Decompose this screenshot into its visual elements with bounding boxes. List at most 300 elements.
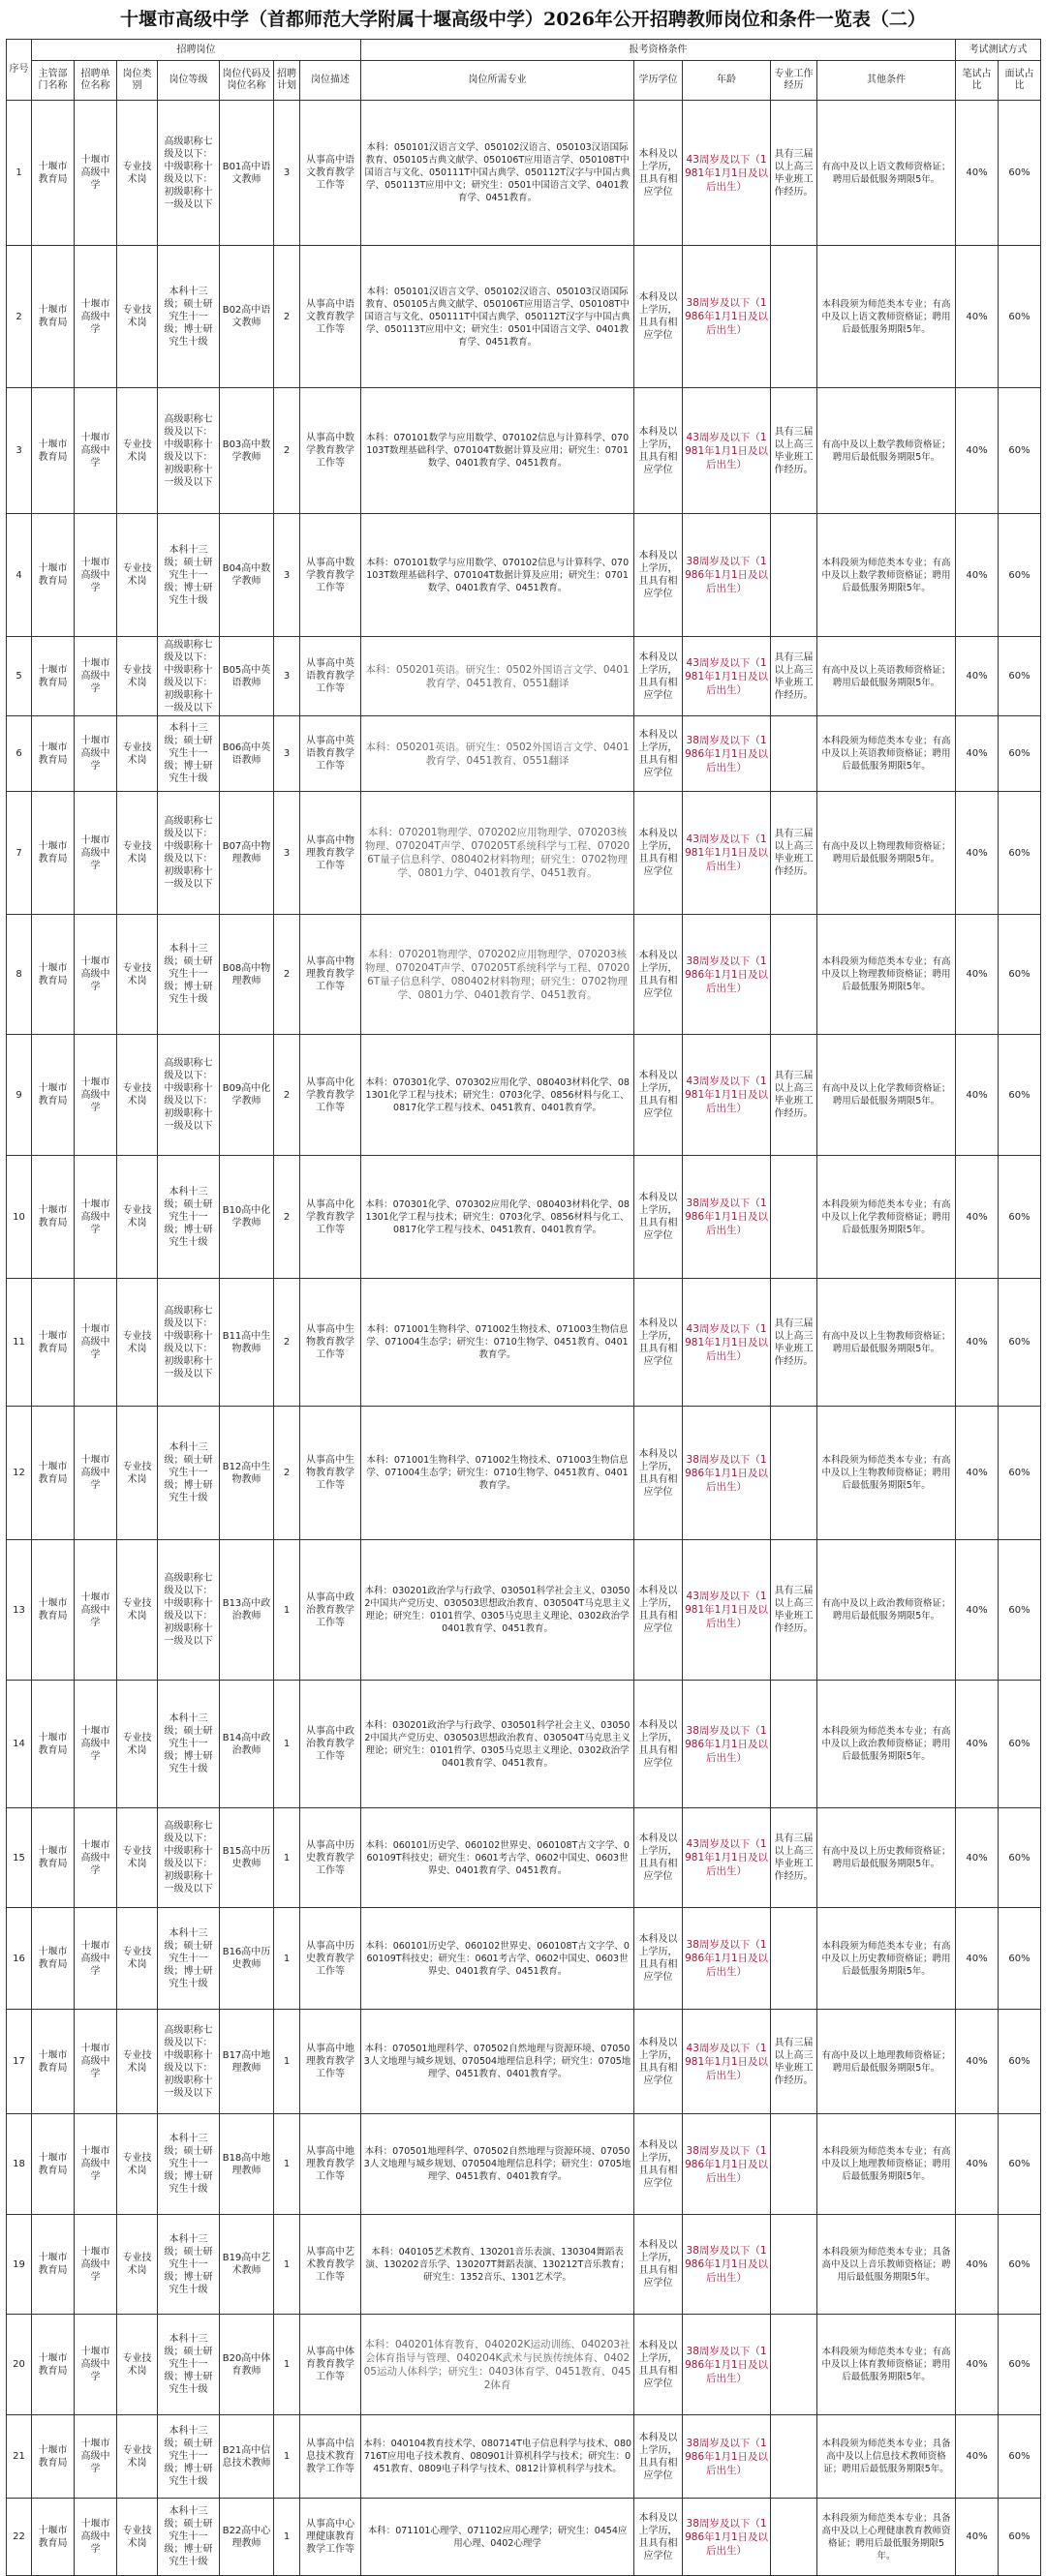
cell-written: 40% xyxy=(956,2215,999,2315)
cell-age: 43周岁及以下（1981年1月1日及以后出生） xyxy=(683,637,771,716)
cell-category: 专业技术岗 xyxy=(117,1035,158,1156)
cell-edu: 本科及以上学历，且具有相应学位 xyxy=(634,514,683,637)
cell-count: 2 xyxy=(274,388,300,514)
cell-category: 专业技术岗 xyxy=(117,1808,158,1908)
table-row xyxy=(7,1156,1041,1279)
cell-interview: 60% xyxy=(999,514,1041,637)
cell-category: 专业技术岗 xyxy=(117,101,158,246)
cell-code: B14高中政治教师 xyxy=(220,1681,274,1808)
cell-major: 本科：040105艺术教育、130201音乐表演、130304舞蹈表演、130202音乐学、130207T舞蹈表演、130212T音乐教育；研究生：1352音乐、1301艺术学。 xyxy=(361,2215,634,2315)
cell-written: 40% xyxy=(956,1035,999,1156)
cell-major: 本科：070301化学、070302应用化学、080403材料化学、081301化学工程与技术；研究生：0703化学、0856材料与化工、0817化学工程与技术、0451教育、0401教育学。 xyxy=(361,1156,634,1279)
cell-dept: 十堰市教育局 xyxy=(32,1407,75,1540)
cell-age: 38周岁及以下（1986年1月1日及以后出生） xyxy=(683,1908,771,2010)
cell-unit: 十堰市高级中学 xyxy=(75,716,117,792)
cell-age: 43周岁及以下（1981年1月1日及以后出生） xyxy=(683,1540,771,1681)
cell-level: 本科十三级；硕士研究生十一级；博士研究生十级 xyxy=(158,915,220,1035)
cell-major: 本科：070101数学与应用数学、070102信息与计算科学、070103T数理基础科学、070104T数据计算及应用；研究生：0701数学、0401教育学、0451教育。 xyxy=(361,514,634,637)
cell-interview: 60% xyxy=(999,637,1041,716)
cell-interview: 60% xyxy=(999,1540,1041,1681)
cell-seq: 8 xyxy=(7,915,32,1035)
cell-edu: 本科及以上学历，且具有相应学位 xyxy=(634,915,683,1035)
header-group-conditions: 报考资格条件 xyxy=(361,40,956,61)
cell-exp xyxy=(771,2499,817,2576)
cell-count: 1 xyxy=(274,2315,300,2415)
cell-level: 本科十三级；硕士研究生十一级；博士研究生十级 xyxy=(158,2415,220,2499)
cell-count: 1 xyxy=(274,2415,300,2499)
cell-written: 40% xyxy=(956,514,999,637)
cell-count: 2 xyxy=(274,246,300,388)
cell-desc: 从事高中心理健康教育教学工作等 xyxy=(300,2499,361,2576)
cell-level: 本科十三级；硕士研究生十一级；博士研究生十级 xyxy=(158,1681,220,1808)
table-row xyxy=(7,1407,1041,1540)
cell-desc: 从事高中英语教育教学工作等 xyxy=(300,716,361,792)
cell-dept: 十堰市教育局 xyxy=(32,792,75,915)
cell-written: 40% xyxy=(956,246,999,388)
cell-category: 专业技术岗 xyxy=(117,246,158,388)
cell-desc: 从事高中语文教育教学工作等 xyxy=(300,101,361,246)
cell-exp xyxy=(771,1156,817,1279)
cell-major: 本科：070301化学、070302应用化学、080403材料化学、081301化学工程与技术；研究生：0703化学、0856材料与化工、0817化学工程与技术、0451教育、0401教育学。 xyxy=(361,1035,634,1156)
cell-edu: 本科及以上学历，且具有相应学位 xyxy=(634,792,683,915)
cell-written: 40% xyxy=(956,1540,999,1681)
cell-age: 43周岁及以下（1981年1月1日及以后出生） xyxy=(683,792,771,915)
cell-level: 本科十三级；硕士研究生十一级；博士研究生十级 xyxy=(158,514,220,637)
cell-dept: 十堰市教育局 xyxy=(32,1540,75,1681)
cell-code: B12高中生物教师 xyxy=(220,1407,274,1540)
header-desc: 岗位描述 xyxy=(300,61,361,101)
cell-exp: 具有三届以上高三毕业班工作经历。 xyxy=(771,1808,817,1908)
cell-level: 本科十三级；硕士研究生十一级；博士研究生十级 xyxy=(158,2114,220,2215)
cell-count: 2 xyxy=(274,1407,300,1540)
cell-count: 3 xyxy=(274,514,300,637)
cell-dept: 十堰市教育局 xyxy=(32,2415,75,2499)
table-row xyxy=(7,2499,1041,2576)
cell-major: 本科：040104教育技术学、080714T电子信息科学与技术、080716T应用电子技术教育、080901计算机科学与技术；研究生：0451教育、0809电子科学与技术、0812计算机科学与技术。 xyxy=(361,2415,634,2499)
cell-code: B19高中艺术教师 xyxy=(220,2215,274,2315)
cell-desc: 从事高中化学教育教学工作等 xyxy=(300,1156,361,1279)
cell-edu: 本科及以上学历，且具有相应学位 xyxy=(634,2010,683,2114)
header-written: 笔试占比 xyxy=(956,61,999,101)
table-row xyxy=(7,1035,1041,1156)
cell-level: 本科十三级；硕士研究生十一级；博士研究生十级 xyxy=(158,2215,220,2315)
cell-code: B06高中英语教师 xyxy=(220,716,274,792)
cell-count: 1 xyxy=(274,2499,300,2576)
cell-desc: 从事高中艺术教育教学工作等 xyxy=(300,2215,361,2315)
cell-other: 本科段须为师范类本专业；有高中及以上政治教师资格证；聘用后最低服务期限5年。 xyxy=(817,1681,956,1808)
cell-desc: 从事高中语文教育教学工作等 xyxy=(300,246,361,388)
cell-edu: 本科及以上学历，且具有相应学位 xyxy=(634,2499,683,2576)
cell-interview: 60% xyxy=(999,1908,1041,2010)
cell-written: 40% xyxy=(956,1808,999,1908)
cell-count: 3 xyxy=(274,792,300,915)
cell-seq: 4 xyxy=(7,514,32,637)
cell-written: 40% xyxy=(956,2010,999,2114)
cell-major: 本科：050101汉语言文学、050102汉语言、050103汉语国际教育、050105古典文献学、050106T应用语言学、050108T中国语言与文化、050111T中国古典学、050112T汉字与中国古典学、050113T应用中文；研究生：0501中国语言文学、0401教育学、0451教育。 xyxy=(361,101,634,246)
cell-edu: 本科及以上学历，且具有相应学位 xyxy=(634,1035,683,1156)
cell-seq: 18 xyxy=(7,2114,32,2215)
header-major: 岗位所需专业 xyxy=(361,61,634,101)
table-row xyxy=(7,915,1041,1035)
table-row xyxy=(7,2315,1041,2415)
cell-age: 38周岁及以下（1986年1月1日及以后出生） xyxy=(683,716,771,792)
cell-edu: 本科及以上学历，且具有相应学位 xyxy=(634,1156,683,1279)
table-row xyxy=(7,514,1041,637)
cell-desc: 从事高中物理教育教学工作等 xyxy=(300,792,361,915)
cell-unit: 十堰市高级中学 xyxy=(75,1407,117,1540)
cell-other: 本科段须为师范类本专业；有高中及以上体育教师资格证；聘用后最低服务期限5年。 xyxy=(817,2315,956,2415)
cell-seq: 22 xyxy=(7,2499,32,2576)
cell-code: B13高中政治教师 xyxy=(220,1540,274,1681)
cell-level: 本科十三级；硕士研究生十一级；博士研究生十级 xyxy=(158,2499,220,2576)
cell-age: 38周岁及以下（1986年1月1日及以后出生） xyxy=(683,1407,771,1540)
cell-written: 40% xyxy=(956,716,999,792)
cell-age: 43周岁及以下（1981年1月1日及以后出生） xyxy=(683,388,771,514)
cell-unit: 十堰市高级中学 xyxy=(75,388,117,514)
cell-dept: 十堰市教育局 xyxy=(32,1908,75,2010)
header-other: 其他条件 xyxy=(817,61,956,101)
table-row xyxy=(7,1540,1041,1681)
cell-code: B17高中地理教师 xyxy=(220,2010,274,2114)
table-body xyxy=(7,101,1041,2576)
cell-desc: 从事高中地理教育教学工作等 xyxy=(300,2010,361,2114)
cell-count: 1 xyxy=(274,2010,300,2114)
cell-exp: 具有三届以上高三毕业班工作经历。 xyxy=(771,637,817,716)
cell-age: 43周岁及以下（1981年1月1日及以后出生） xyxy=(683,101,771,246)
cell-edu: 本科及以上学历，且具有相应学位 xyxy=(634,388,683,514)
cell-age: 38周岁及以下（1986年1月1日及以后出生） xyxy=(683,2215,771,2315)
table-row xyxy=(7,792,1041,915)
table-row xyxy=(7,2010,1041,2114)
cell-seq: 13 xyxy=(7,1540,32,1681)
cell-written: 40% xyxy=(956,792,999,915)
cell-unit: 十堰市高级中学 xyxy=(75,2215,117,2315)
cell-code: B07高中物理教师 xyxy=(220,792,274,915)
cell-other: 有高中及以上历史教师资格证；聘用后最低服务期限5年。 xyxy=(817,1808,956,1908)
cell-unit: 十堰市高级中学 xyxy=(75,792,117,915)
cell-major: 本科：071101心理学、071102应用心理学；研究生：0454应用心理、0402心理学 xyxy=(361,2499,634,2576)
cell-written: 40% xyxy=(956,1681,999,1808)
cell-other: 本科段须为师范类本专业；有高中及以上数学教师资格证；聘用后最低服务期限5年。 xyxy=(817,514,956,637)
cell-level: 高级职称七级及以下：中级职称十级及以下：初级职称十一级及以下 xyxy=(158,1035,220,1156)
cell-written: 40% xyxy=(956,2114,999,2215)
cell-seq: 21 xyxy=(7,2415,32,2499)
header-interview: 面试占比 xyxy=(999,61,1041,101)
cell-edu: 本科及以上学历，且具有相应学位 xyxy=(634,1279,683,1407)
table-row xyxy=(7,716,1041,792)
cell-interview: 60% xyxy=(999,2114,1041,2215)
cell-age: 38周岁及以下（1986年1月1日及以后出生） xyxy=(683,2415,771,2499)
cell-interview: 60% xyxy=(999,792,1041,915)
cell-code: B01高中语文教师 xyxy=(220,101,274,246)
cell-exp: 具有三届以上高三毕业班工作经历。 xyxy=(771,2010,817,2114)
cell-category: 专业技术岗 xyxy=(117,1407,158,1540)
cell-other: 本科段须为师范类本专业；有高中及以上地理教师资格证；聘用后最低服务期限5年。 xyxy=(817,2114,956,2215)
cell-count: 1 xyxy=(274,2114,300,2215)
cell-written: 40% xyxy=(956,1908,999,2010)
cell-edu: 本科及以上学历，且具有相应学位 xyxy=(634,2215,683,2315)
cell-edu: 本科及以上学历，且具有相应学位 xyxy=(634,1908,683,2010)
cell-desc: 从事高中政治教育教学工作等 xyxy=(300,1681,361,1808)
table-row xyxy=(7,2114,1041,2215)
cell-written: 40% xyxy=(956,388,999,514)
header-age: 年龄 xyxy=(683,61,771,101)
cell-age: 38周岁及以下（1986年1月1日及以后出生） xyxy=(683,246,771,388)
table-row xyxy=(7,1908,1041,2010)
cell-code: B16高中历史教师 xyxy=(220,1908,274,2010)
cell-edu: 本科及以上学历，且具有相应学位 xyxy=(634,2114,683,2215)
cell-interview: 60% xyxy=(999,1407,1041,1540)
cell-unit: 十堰市高级中学 xyxy=(75,915,117,1035)
cell-other: 本科段须为师范类本专业；有高中及以上物理教师资格证；聘用后最低服务期限5年。 xyxy=(817,915,956,1035)
cell-major: 本科：060101历史学、060102世界史、060108T古文字学、060109T科技史；研究生：0601考古学、0602中国史、0603世界史、0401教育学、0451教育。 xyxy=(361,1908,634,2010)
cell-code: B02高中语文教师 xyxy=(220,246,274,388)
cell-major: 本科：070501地理科学、070502自然地理与资源环境、070503人文地理与城乡规划、070504地理信息科学；研究生：0705地理学、0451教育、0401教育学。 xyxy=(361,2114,634,2215)
cell-major: 本科：070201物理学、070202应用物理学、070203核物理、070204T声学、070205T系统科学与工程、070206T量子信息科学、080402材料物理；研究生：0702物理学、0801力学、0401教育学、0451教育。 xyxy=(361,792,634,915)
cell-unit: 十堰市高级中学 xyxy=(75,2010,117,2114)
cell-other: 本科段须为师范类本专业；有高中及以上英语教师资格证；聘用后最低服务期限5年。 xyxy=(817,716,956,792)
cell-interview: 60% xyxy=(999,915,1041,1035)
header-dept: 主管部门名称 xyxy=(32,61,75,101)
cell-major: 本科：030201政治学与行政学、030501科学社会主义、030502中国共产党历史、030503思想政治教育、030504T马克思主义理论；研究生：0101哲学、0305马克思主义理论、0302政治学0401教育学、0451教育。 xyxy=(361,1681,634,1808)
cell-unit: 十堰市高级中学 xyxy=(75,2415,117,2499)
cell-age: 38周岁及以下（1986年1月1日及以后出生） xyxy=(683,2114,771,2215)
cell-interview: 60% xyxy=(999,101,1041,246)
cell-desc: 从事高中历史教育教学工作等 xyxy=(300,1808,361,1908)
cell-exp xyxy=(771,1681,817,1808)
cell-other: 有高中及以上语文教师资格证；聘用后最低服务期限5年。 xyxy=(817,101,956,246)
cell-dept: 十堰市教育局 xyxy=(32,2215,75,2315)
cell-desc: 从事高中生物教育教学工作等 xyxy=(300,1279,361,1407)
cell-count: 2 xyxy=(274,915,300,1035)
cell-edu: 本科及以上学历，且具有相应学位 xyxy=(634,101,683,246)
header-unit: 招聘单位名称 xyxy=(75,61,117,101)
cell-age: 38周岁及以下（1986年1月1日及以后出生） xyxy=(683,1156,771,1279)
cell-dept: 十堰市教育局 xyxy=(32,1808,75,1908)
table-row xyxy=(7,2215,1041,2315)
cell-seq: 14 xyxy=(7,1681,32,1808)
cell-age: 43周岁及以下（1981年1月1日及以后出生） xyxy=(683,1279,771,1407)
cell-seq: 7 xyxy=(7,792,32,915)
cell-seq: 3 xyxy=(7,388,32,514)
cell-category: 专业技术岗 xyxy=(117,1540,158,1681)
cell-other: 有高中及以上地理教师资格证；聘用后最低服务期限5年。 xyxy=(817,2010,956,2114)
cell-level: 高级职称七级及以下：中级职称十级及以下：初级职称十一级及以下 xyxy=(158,1540,220,1681)
cell-major: 本科：060101历史学、060102世界史、060108T古文字学、060109T科技史；研究生：0601考古学、0602中国史、0603世界史、0401教育学、0451教育。 xyxy=(361,1808,634,1908)
cell-level: 高级职称七级及以下：中级职称十级及以下：初级职称十一级及以下 xyxy=(158,637,220,716)
cell-other: 本科段须为师范类本专业；有高中及以上历史教师资格证；聘用后最低服务期限5年。 xyxy=(817,1908,956,2010)
cell-edu: 本科及以上学历，且具有相应学位 xyxy=(634,246,683,388)
cell-category: 专业技术岗 xyxy=(117,1681,158,1808)
header-group-exam: 考试测试方式 xyxy=(956,40,1041,61)
cell-interview: 60% xyxy=(999,388,1041,514)
cell-exp xyxy=(771,2215,817,2315)
cell-interview: 60% xyxy=(999,2315,1041,2415)
cell-category: 专业技术岗 xyxy=(117,388,158,514)
cell-written: 40% xyxy=(956,1156,999,1279)
cell-interview: 60% xyxy=(999,1681,1041,1808)
table-row xyxy=(7,1681,1041,1808)
cell-interview: 60% xyxy=(999,1156,1041,1279)
cell-interview: 60% xyxy=(999,2215,1041,2315)
cell-level: 高级职称七级及以下：中级职称十级及以下：初级职称十一级及以下 xyxy=(158,1808,220,1908)
cell-seq: 15 xyxy=(7,1808,32,1908)
cell-dept: 十堰市教育局 xyxy=(32,1681,75,1808)
cell-written: 40% xyxy=(956,1407,999,1540)
cell-dept: 十堰市教育局 xyxy=(32,637,75,716)
cell-other: 本科段须为师范类本专业；有高中及以上语文教师资格证；聘用后最低服务期限5年。 xyxy=(817,246,956,388)
cell-category: 专业技术岗 xyxy=(117,2215,158,2315)
cell-level: 本科十三级；硕士研究生十一级；博士研究生十级 xyxy=(158,1407,220,1540)
cell-seq: 10 xyxy=(7,1156,32,1279)
cell-category: 专业技术岗 xyxy=(117,2010,158,2114)
cell-category: 专业技术岗 xyxy=(117,2315,158,2415)
cell-seq: 1 xyxy=(7,101,32,246)
cell-desc: 从事高中生物教育教学工作等 xyxy=(300,1407,361,1540)
cell-level: 高级职称七级及以下：中级职称十级及以下：初级职称十一级及以下 xyxy=(158,1279,220,1407)
cell-level: 高级职称七级及以下：中级职称十级及以下：初级职称十一级及以下 xyxy=(158,2010,220,2114)
cell-age: 38周岁及以下（1986年1月1日及以后出生） xyxy=(683,2499,771,2576)
cell-level: 高级职称七级及以下：中级职称十级及以下：初级职称十一级及以下 xyxy=(158,388,220,514)
table-row xyxy=(7,246,1041,388)
cell-unit: 十堰市高级中学 xyxy=(75,1156,117,1279)
cell-exp xyxy=(771,2315,817,2415)
cell-seq: 5 xyxy=(7,637,32,716)
cell-count: 3 xyxy=(274,101,300,246)
cell-desc: 从事高中信息技术教育教学工作等 xyxy=(300,2415,361,2499)
cell-interview: 60% xyxy=(999,2499,1041,2576)
cell-edu: 本科及以上学历，且具有相应学位 xyxy=(634,2315,683,2415)
cell-desc: 从事高中物理教育教学工作等 xyxy=(300,915,361,1035)
cell-dept: 十堰市教育局 xyxy=(32,1156,75,1279)
cell-major: 本科：050201英语。研究生：0502外国语言文学、0401教育学、0451教育、0551翻译 xyxy=(361,716,634,792)
cell-unit: 十堰市高级中学 xyxy=(75,1035,117,1156)
cell-dept: 十堰市教育局 xyxy=(32,2114,75,2215)
header-exp: 专业工作经历 xyxy=(771,61,817,101)
cell-other: 本科段须为师范类本专业；具备高中及以上心理健康教育教师资格证；聘用后最低服务期限5年。 xyxy=(817,2499,956,2576)
cell-code: B04高中数学教师 xyxy=(220,514,274,637)
cell-count: 1 xyxy=(274,2215,300,2315)
table-row xyxy=(7,2415,1041,2499)
cell-seq: 2 xyxy=(7,246,32,388)
cell-written: 40% xyxy=(956,915,999,1035)
cell-other: 有高中及以上英语教师资格证；聘用后最低服务期限5年。 xyxy=(817,637,956,716)
cell-major: 本科：050101汉语言文学、050102汉语言、050103汉语国际教育、050105古典文献学、050106T应用语言学、050108T中国语言与文化、050111T中国古典学、050112T汉字与中国古典学、050113T应用中文；研究生：0501中国语言文学、0401教育学、0451教育。 xyxy=(361,246,634,388)
cell-category: 专业技术岗 xyxy=(117,637,158,716)
table-row xyxy=(7,1808,1041,1908)
cell-written: 40% xyxy=(956,637,999,716)
cell-desc: 从事高中历史教育教学工作等 xyxy=(300,1908,361,2010)
cell-seq: 17 xyxy=(7,2010,32,2114)
table-row xyxy=(7,637,1041,716)
cell-written: 40% xyxy=(956,101,999,246)
header-category: 岗位类别 xyxy=(117,61,158,101)
document-title: 十堰市高级中学（首都师范大学附属十堰高级中学）2026年公开招聘教师岗位和条件一览表（二） xyxy=(120,9,926,30)
cell-exp xyxy=(771,915,817,1035)
cell-count: 1 xyxy=(274,1808,300,1908)
cell-other: 有高中及以上生物教师资格证；聘用后最低服务期限5年。 xyxy=(817,1279,956,1407)
header-level: 岗位等级 xyxy=(158,61,220,101)
cell-age: 43周岁及以下（1981年1月1日及以后出生） xyxy=(683,2010,771,2114)
cell-code: B10高中化学教师 xyxy=(220,1156,274,1279)
cell-age: 38周岁及以下（1986年1月1日及以后出生） xyxy=(683,915,771,1035)
cell-unit: 十堰市高级中学 xyxy=(75,1908,117,2010)
cell-unit: 十堰市高级中学 xyxy=(75,514,117,637)
cell-category: 专业技术岗 xyxy=(117,1908,158,2010)
cell-written: 40% xyxy=(956,1279,999,1407)
cell-other: 本科段须为师范类本专业；具备高中及以上信息技术教师资格证；聘用后最低服务期限5年。 xyxy=(817,2415,956,2499)
cell-written: 40% xyxy=(956,2315,999,2415)
cell-major: 本科：070101数学与应用数学、070102信息与计算科学、070103T数理基础科学、070104T数据计算及应用；研究生：0701数学、0401教育学、0451教育。 xyxy=(361,388,634,514)
cell-written: 40% xyxy=(956,2499,999,2576)
cell-code: B03高中数学教师 xyxy=(220,388,274,514)
cell-age: 38周岁及以下（1986年1月1日及以后出生） xyxy=(683,514,771,637)
cell-desc: 从事高中政治教育教学工作等 xyxy=(300,1540,361,1681)
cell-category: 专业技术岗 xyxy=(117,2415,158,2499)
cell-interview: 60% xyxy=(999,246,1041,388)
cell-exp xyxy=(771,1407,817,1540)
cell-count: 2 xyxy=(274,1035,300,1156)
cell-unit: 十堰市高级中学 xyxy=(75,246,117,388)
cell-seq: 6 xyxy=(7,716,32,792)
cell-edu: 本科及以上学历，且具有相应学位 xyxy=(634,2415,683,2499)
cell-age: 38周岁及以下（1986年1月1日及以后出生） xyxy=(683,2315,771,2415)
cell-level: 本科十三级；硕士研究生十一级；博士研究生十级 xyxy=(158,246,220,388)
cell-interview: 60% xyxy=(999,2010,1041,2114)
cell-major: 本科：050201英语。研究生：0502外国语言文学、0401教育学、0451教育、0551翻译 xyxy=(361,637,634,716)
header-seq: 序号 xyxy=(7,40,32,101)
cell-exp: 具有三届以上高三毕业班工作经历。 xyxy=(771,101,817,246)
cell-other: 本科段须为师范类本专业；有高中及以上生物教师资格证；聘用后最低服务期限5年。 xyxy=(817,1407,956,1540)
cell-dept: 十堰市教育局 xyxy=(32,915,75,1035)
cell-age: 43周岁及以下（1981年1月1日及以后出生） xyxy=(683,1808,771,1908)
cell-unit: 十堰市高级中学 xyxy=(75,1681,117,1808)
cell-code: B18高中地理教师 xyxy=(220,2114,274,2215)
cell-code: B11高中生物教师 xyxy=(220,1279,274,1407)
cell-code: B20高中体育教师 xyxy=(220,2315,274,2415)
cell-level: 本科十三级；硕士研究生十一级；博士研究生十级 xyxy=(158,2315,220,2415)
cell-dept: 十堰市教育局 xyxy=(32,2010,75,2114)
cell-level: 高级职称七级及以下：中级职称十级及以下：初级职称十一级及以下 xyxy=(158,792,220,915)
cell-interview: 60% xyxy=(999,1808,1041,1908)
cell-code: B22高中心理教师 xyxy=(220,2499,274,2576)
cell-category: 专业技术岗 xyxy=(117,792,158,915)
cell-level: 高级职称七级及以下：中级职称十级及以下：初级职称十一级及以下 xyxy=(158,101,220,246)
header-count: 招聘计划 xyxy=(274,61,300,101)
cell-seq: 9 xyxy=(7,1035,32,1156)
cell-dept: 十堰市教育局 xyxy=(32,101,75,246)
cell-seq: 16 xyxy=(7,1908,32,2010)
cell-unit: 十堰市高级中学 xyxy=(75,2114,117,2215)
header-edu: 学历学位 xyxy=(634,61,683,101)
cell-major: 本科：030201政治学与行政学、030501科学社会主义、030502中国共产党历史、030503思想政治教育、030504T马克思主义理论；研究生：0101哲学、0305马克思主义理论、0302政治学0401教育学、0451教育。 xyxy=(361,1540,634,1681)
cell-code: B21高中信息技术教师 xyxy=(220,2415,274,2499)
cell-major: 本科：071001生物科学、071002生物技术、071003生物信息学、071004生态学；研究生：0710生物学、0451教育、0401教育学。 xyxy=(361,1279,634,1407)
cell-major: 本科：070201物理学、070202应用物理学、070203核物理、070204T声学、070205T系统科学与工程、070206T量子信息科学、080402材料物理；研究生：0702物理学、0801力学、0401教育学、0451教育。 xyxy=(361,915,634,1035)
cell-edu: 本科及以上学历，且具有相应学位 xyxy=(634,716,683,792)
cell-exp: 具有三届以上高三毕业班工作经历。 xyxy=(771,792,817,915)
cell-other: 本科段须为师范类本专业；有高中及以上化学教师资格证；聘用后最低服务期限5年。 xyxy=(817,1156,956,1279)
cell-unit: 十堰市高级中学 xyxy=(75,2499,117,2576)
cell-major: 本科：040201体育教育、040202K运动训练、040203社会体育指导与管理、040204K武术与民族传统体育、040205运动人体科学；研究生：0403体育学、0451教育、0452体育 xyxy=(361,2315,634,2415)
cell-exp: 具有三届以上高三毕业班工作经历。 xyxy=(771,1035,817,1156)
cell-category: 专业技术岗 xyxy=(117,915,158,1035)
cell-other: 有高中及以上数学教师资格证；聘用后最低服务期限5年。 xyxy=(817,388,956,514)
table-row xyxy=(7,101,1041,246)
cell-dept: 十堰市教育局 xyxy=(32,514,75,637)
cell-unit: 十堰市高级中学 xyxy=(75,1540,117,1681)
cell-age: 38周岁及以下（1986年1月1日及以后出生） xyxy=(683,1681,771,1808)
